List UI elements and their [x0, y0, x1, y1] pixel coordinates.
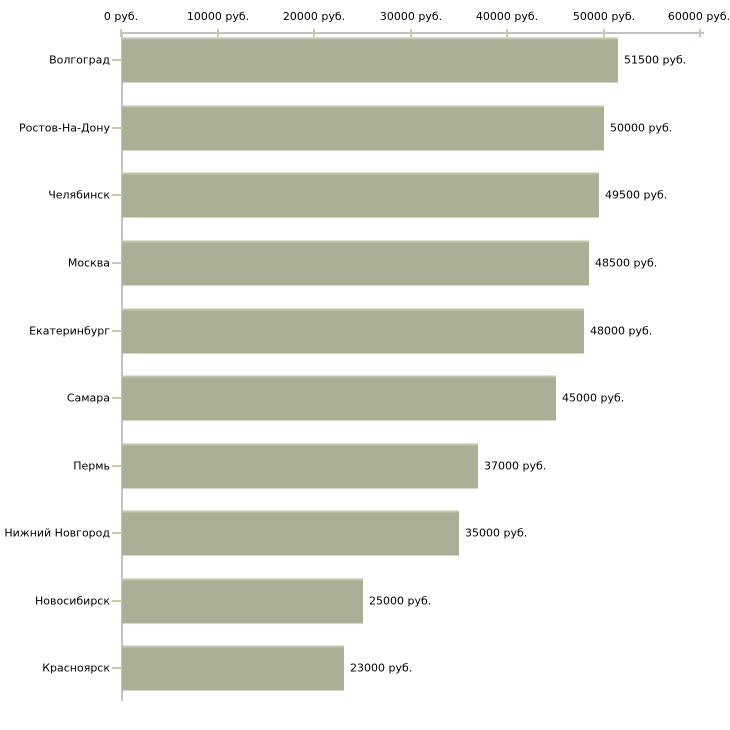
value-label: 45000 руб. [562, 391, 625, 405]
chart-row [0, 432, 730, 500]
y-axis-tick-mark [112, 532, 121, 534]
chart-row [0, 364, 730, 432]
value-label: 48000 руб. [590, 324, 653, 337]
bar [122, 105, 604, 150]
category-label: Челябинск [48, 188, 110, 202]
value-label: 25000 руб. [369, 594, 432, 608]
value-label: 49500 руб. [605, 188, 668, 202]
value-label: 48500 руб. [595, 256, 658, 270]
chart-row [0, 229, 730, 297]
category-label: Новосибирск [34, 594, 110, 608]
bar [122, 173, 599, 218]
chart-row [0, 634, 730, 702]
chart-row [0, 26, 730, 94]
y-axis-tick-mark [112, 127, 121, 129]
x-axis-tick-label: 0 руб. [103, 10, 139, 23]
y-axis-tick-mark [112, 397, 121, 399]
x-axis-tick-label: 40000 руб. [475, 10, 539, 23]
category-label: Екатеринбург [29, 324, 110, 337]
bar [122, 578, 363, 623]
bar [122, 308, 584, 353]
x-axis-tick-label: 20000 руб. [282, 10, 346, 23]
chart-row [0, 499, 730, 567]
y-axis-tick-mark [112, 262, 121, 264]
x-axis-tick-label: 10000 руб. [186, 10, 250, 23]
y-axis-tick-mark [112, 667, 121, 669]
x-axis-tick-label: 60000 руб. [667, 10, 730, 23]
chart-row [0, 161, 730, 229]
y-axis-tick-mark [112, 194, 121, 196]
bar [122, 443, 478, 488]
value-label: 23000 руб. [350, 661, 413, 675]
y-axis-tick-mark [112, 465, 121, 467]
value-label: 35000 руб. [465, 526, 528, 540]
bar [122, 376, 556, 421]
x-axis-tick-label: 30000 руб. [379, 10, 443, 23]
y-axis-tick-mark [112, 59, 121, 61]
category-label: Москва [67, 256, 110, 270]
y-axis-tick-mark [112, 330, 121, 332]
x-axis-tick-label: 50000 руб. [572, 10, 636, 23]
value-label: 51500 руб. [624, 53, 687, 67]
value-label: 50000 руб. [610, 121, 673, 135]
chart-row [0, 567, 730, 635]
category-label: Самара [66, 391, 110, 405]
category-label: Красноярск [42, 661, 110, 675]
bar [122, 511, 459, 556]
bar [122, 240, 589, 285]
category-label: Ростов-На-Дону [18, 121, 110, 135]
category-label: Волгоград [49, 53, 110, 67]
chart-row [0, 297, 730, 365]
bar [122, 38, 618, 83]
category-label: Пермь [73, 459, 110, 473]
chart-row [0, 94, 730, 162]
value-label: 37000 руб. [484, 459, 547, 473]
y-axis-tick-mark [112, 600, 121, 602]
bar [122, 646, 344, 691]
category-label: Нижний Новгород [4, 526, 110, 540]
